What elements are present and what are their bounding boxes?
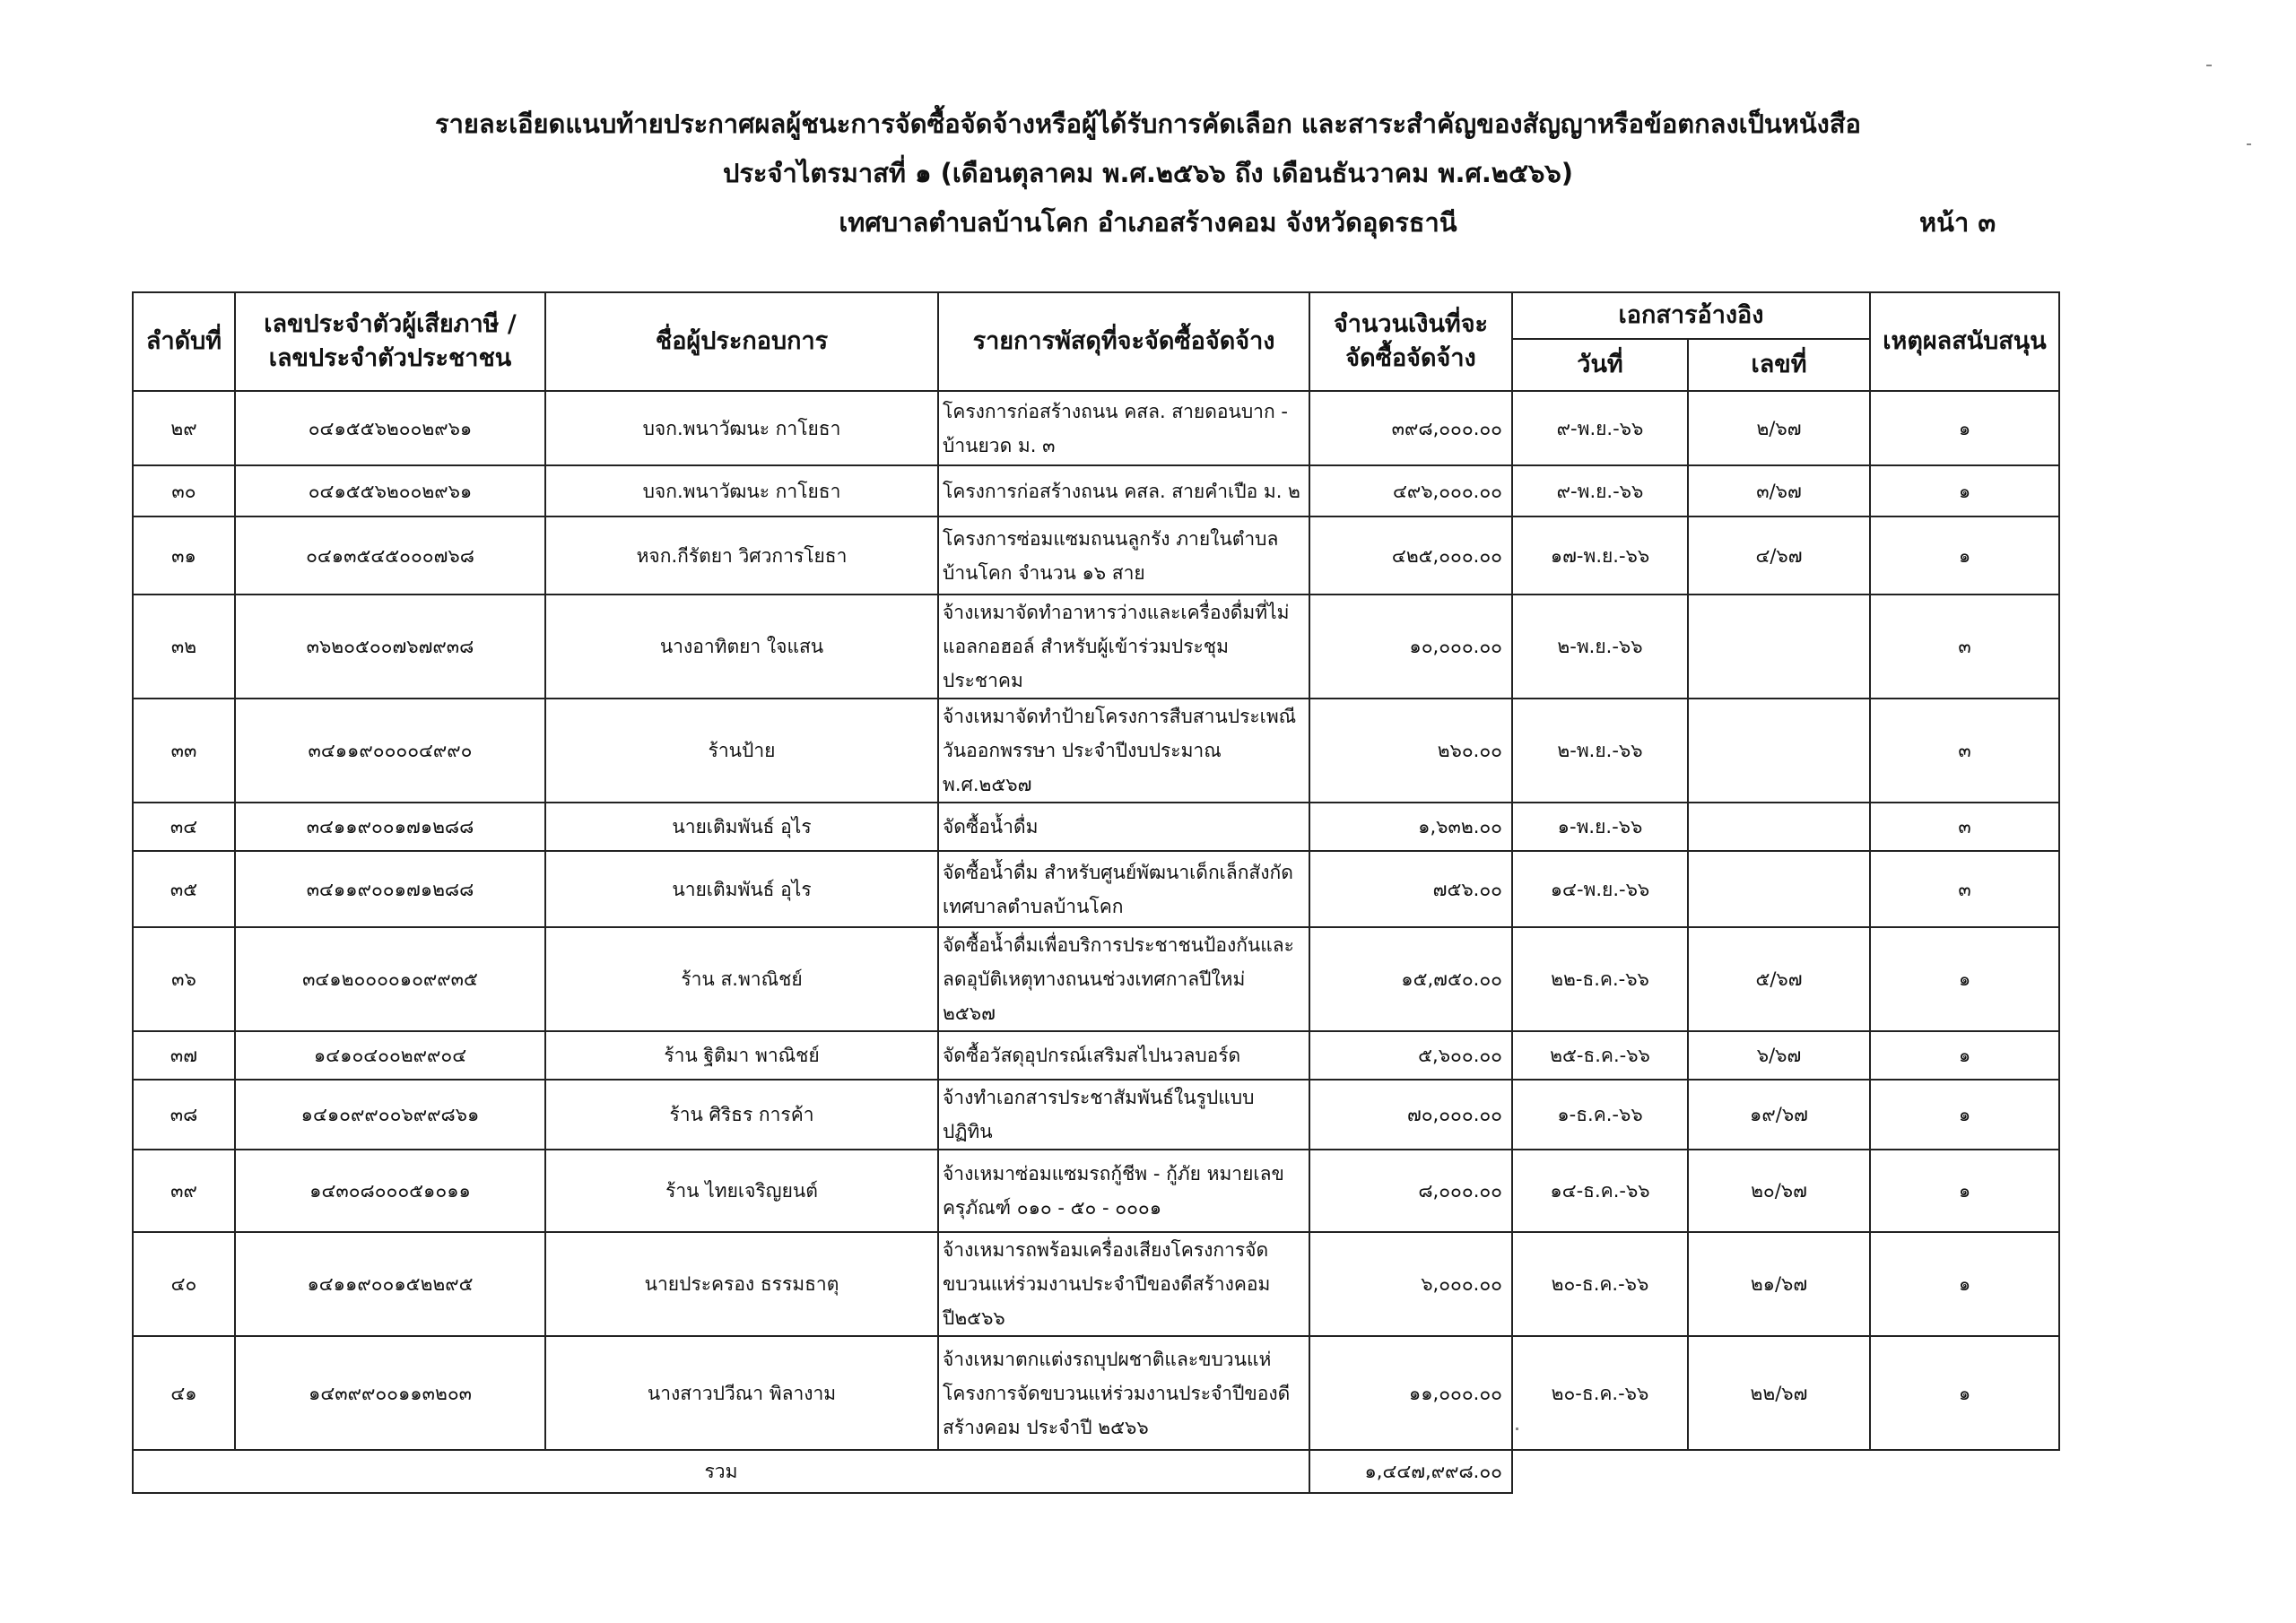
document-title: รายละเอียดแนบท้ายประกาศผลผู้ชนะการจัดซื้อจัดจ้างหรือผู้ได้รับการคัดเลือก และสาระสำคัญของสัญญาหรือข้อตกลงเป็นหนังสือ	[435, 108, 1861, 139]
header-taxid-line1: เลขประจำตัวผู้เสียภาษี /	[264, 310, 517, 338]
cell-reason: ๓	[1870, 699, 2059, 803]
cell-date: ๒-พ.ย.-๖๖	[1512, 595, 1688, 699]
procurement-table	[132, 291, 2060, 1494]
cell-amount: ๗๕๖.๐๐	[1309, 851, 1512, 927]
table-row	[133, 595, 2059, 699]
cell-vendor: ร้าน ศิริธร การค้า	[545, 1080, 938, 1150]
cell-item: จ้างทำเอกสารประชาสัมพันธ์ในรูปแบบปฏิทิน	[938, 1080, 1309, 1150]
table-row	[133, 803, 2059, 851]
cell-docno	[1688, 851, 1870, 927]
cell-reason: ๓	[1870, 851, 2059, 927]
cell-taxid: ๑๔๓๐๘๐๐๐๕๑๐๑๑	[235, 1150, 545, 1232]
cell-amount: ๔๒๕,๐๐๐.๐๐	[1309, 516, 1512, 595]
header-ref-date: วันที่	[1512, 339, 1688, 391]
scan-speck	[2247, 143, 2251, 145]
cell-item: จ้างเหมาจัดทำอาหารว่างและเครื่องดื่มที่ไม่แอลกอฮอล์ สำหรับผู้เข้าร่วมประชุมประชาคม	[938, 595, 1309, 699]
cell-date: ๑-พ.ย.-๖๖	[1512, 803, 1688, 851]
cell-order: ๓๗	[133, 1031, 235, 1080]
cell-amount: ๓๙๘,๐๐๐.๐๐	[1309, 391, 1512, 465]
cell-taxid: ๓๔๑๑๙๐๐๑๗๑๒๘๘	[235, 851, 545, 927]
cell-taxid: ๑๔๑๑๙๐๐๑๕๒๒๙๕	[235, 1232, 545, 1336]
cell-vendor: บจก.พนาวัฒนะ กาโยธา	[545, 465, 938, 516]
cell-amount: ๗๐,๐๐๐.๐๐	[1309, 1080, 1512, 1150]
cell-date: ๒๐-ธ.ค.-๖๖	[1512, 1232, 1688, 1336]
cell-order: ๔๑	[133, 1336, 235, 1450]
cell-docno: ๒๐/๖๗	[1688, 1150, 1870, 1232]
cell-docno	[1688, 699, 1870, 803]
cell-docno: ๑๙/๖๗	[1688, 1080, 1870, 1150]
cell-taxid: ๑๔๑๐๙๙๐๐๖๙๙๘๖๑	[235, 1080, 545, 1150]
table-row	[133, 1232, 2059, 1336]
cell-item: โครงการก่อสร้างถนน คสล. สายดอนบาก - บ้านยวด ม. ๓	[938, 391, 1309, 465]
cell-docno: ๓/๖๗	[1688, 465, 1870, 516]
cell-reason: ๑	[1870, 516, 2059, 595]
header-item: รายการพัสดุที่จะจัดซื้อจัดจ้าง	[938, 292, 1309, 391]
cell-vendor: นางอาทิตยา ใจแสน	[545, 595, 938, 699]
page-number: หน้า ๓	[1919, 207, 1996, 238]
table-row	[133, 465, 2059, 516]
cell-reason: ๓	[1870, 803, 2059, 851]
cell-taxid: ๓๖๒๐๕๐๐๗๖๗๙๓๘	[235, 595, 545, 699]
cell-order: ๓๙	[133, 1150, 235, 1232]
cell-docno: ๕/๖๗	[1688, 927, 1870, 1031]
cell-vendor: หจก.กีรัตยา วิศวการโยธา	[545, 516, 938, 595]
document-period: ประจำไตรมาสที่ ๑ (เดือนตุลาคม พ.ศ.๒๕๖๖ ถึง เดือนธันวาคม พ.ศ.๒๕๖๖)	[722, 158, 1574, 188]
header-amount-line2: จัดซื้อจัดจ้าง	[1345, 344, 1476, 372]
cell-vendor: ร้าน ไทยเจริญยนต์	[545, 1150, 938, 1232]
cell-reason: ๑	[1870, 1232, 2059, 1336]
table-row	[133, 1080, 2059, 1150]
cell-amount: ๑๑,๐๐๐.๐๐	[1309, 1336, 1512, 1450]
header-amount	[1309, 292, 1512, 391]
cell-order: ๓๒	[133, 595, 235, 699]
header-amount-line1: จำนวนเงินที่จะ	[1333, 310, 1489, 338]
cell-vendor: ร้านป้าย	[545, 699, 938, 803]
cell-item: จ้างเหมาตกแต่งรถบุปผชาติและขบวนแห่โครงการจัดขบวนแห่ร่วมงานประจำปีของดีสร้างคอม ประจำปี ๒๕๖๖	[938, 1336, 1309, 1450]
cell-docno: ๒๒/๖๗	[1688, 1336, 1870, 1450]
cell-amount: ๖,๐๐๐.๐๐	[1309, 1232, 1512, 1336]
cell-taxid: ๑๔๓๙๙๐๐๑๑๓๒๐๓	[235, 1336, 545, 1450]
cell-docno	[1688, 595, 1870, 699]
cell-order: ๓๑	[133, 516, 235, 595]
cell-order: ๓๐	[133, 465, 235, 516]
cell-reason: ๑	[1870, 1031, 2059, 1080]
cell-taxid: ๐๔๑๓๕๔๕๐๐๐๗๖๘	[235, 516, 545, 595]
total-label: รวม	[133, 1450, 1309, 1493]
header-ref: เอกสารอ้างอิง	[1512, 292, 1870, 339]
table-row	[133, 927, 2059, 1031]
cell-item: จัดซื้อน้ำดื่ม	[938, 803, 1309, 851]
total-row	[133, 1450, 2059, 1493]
cell-order: ๓๕	[133, 851, 235, 927]
cell-item: โครงการซ่อมแซมถนนลูกรัง ภายในตำบลบ้านโคก จำนวน ๑๖ สาย	[938, 516, 1309, 595]
cell-item: จัดซื้อน้ำดื่ม สำหรับศูนย์พัฒนาเด็กเล็กสังกัดเทศบาลตำบลบ้านโคก	[938, 851, 1309, 927]
cell-order: ๓๘	[133, 1080, 235, 1150]
cell-date: ๑๔-พ.ย.-๖๖	[1512, 851, 1688, 927]
cell-vendor: นายเติมพันธ์ อุไร	[545, 851, 938, 927]
cell-date: ๒๕-ธ.ค.-๖๖	[1512, 1031, 1688, 1080]
cell-order: ๓๓	[133, 699, 235, 803]
cell-date: ๙-พ.ย.-๖๖	[1512, 391, 1688, 465]
cell-taxid: ๐๔๑๕๕๖๒๐๐๒๙๖๑	[235, 391, 545, 465]
cell-reason: ๑	[1870, 1336, 2059, 1450]
cell-taxid: ๓๔๑๑๙๐๐๑๗๑๒๘๘	[235, 803, 545, 851]
cell-date: ๑๔-ธ.ค.-๖๖	[1512, 1150, 1688, 1232]
total-amount: ๑,๔๔๗,๙๙๘.๐๐	[1309, 1450, 1512, 1493]
cell-vendor: ร้าน ฐิติมา พาณิชย์	[545, 1031, 938, 1080]
table-row	[133, 1031, 2059, 1080]
scan-speck	[1516, 1428, 1518, 1430]
cell-date: ๙-พ.ย.-๖๖	[1512, 465, 1688, 516]
cell-amount: ๒๖๐.๐๐	[1309, 699, 1512, 803]
cell-item: จ้างเหมาจัดทำป้ายโครงการสืบสานประเพณีวันออกพรรษา ประจำปีงบประมาณ พ.ศ.๒๕๖๗	[938, 699, 1309, 803]
cell-taxid: ๑๔๑๐๔๐๐๒๙๙๐๔	[235, 1031, 545, 1080]
header-taxid	[235, 292, 545, 391]
cell-docno: ๒๑/๖๗	[1688, 1232, 1870, 1336]
cell-vendor: นายประครอง ธรรมธาตุ	[545, 1232, 938, 1336]
document-agency: เทศบาลตำบลบ้านโคก อำเภอสร้างคอม จังหวัดอุดรธานี	[839, 207, 1457, 238]
table-row	[133, 699, 2059, 803]
cell-amount: ๑๐,๐๐๐.๐๐	[1309, 595, 1512, 699]
table-row	[133, 1336, 2059, 1450]
cell-vendor: ร้าน ส.พาณิชย์	[545, 927, 938, 1031]
table-row	[133, 391, 2059, 465]
cell-docno: ๒/๖๗	[1688, 391, 1870, 465]
cell-amount: ๑๕,๗๕๐.๐๐	[1309, 927, 1512, 1031]
scan-speck	[2206, 65, 2212, 66]
cell-reason: ๑	[1870, 927, 2059, 1031]
cell-reason: ๓	[1870, 595, 2059, 699]
cell-order: ๓๔	[133, 803, 235, 851]
table-row	[133, 516, 2059, 595]
cell-vendor: นางสาวปวีณา พิลางาม	[545, 1336, 938, 1450]
cell-docno: ๔/๖๗	[1688, 516, 1870, 595]
cell-amount: ๕,๖๐๐.๐๐	[1309, 1031, 1512, 1080]
cell-date: ๒-พ.ย.-๖๖	[1512, 699, 1688, 803]
blank-cell	[1512, 1450, 2059, 1493]
header-vendor: ชื่อผู้ประกอบการ	[545, 292, 938, 391]
cell-amount: ๘,๐๐๐.๐๐	[1309, 1150, 1512, 1232]
cell-item: จัดซื้อน้ำดื่มเพื่อบริการประชาชนป้องกันและลดอุบัติเหตุทางถนนช่วงเทศกาลปีใหม่ ๒๕๖๗	[938, 927, 1309, 1031]
header-order: ลำดับที่	[133, 292, 235, 391]
cell-order: ๓๖	[133, 927, 235, 1031]
cell-date: ๑๗-พ.ย.-๖๖	[1512, 516, 1688, 595]
header-ref-no: เลขที่	[1688, 339, 1870, 391]
cell-order: ๔๐	[133, 1232, 235, 1336]
cell-reason: ๑	[1870, 391, 2059, 465]
cell-reason: ๑	[1870, 1080, 2059, 1150]
header-taxid-line2: เลขประจำตัวประชาชน	[268, 344, 512, 372]
table-row	[133, 1150, 2059, 1232]
cell-date: ๒๐-ธ.ค.-๖๖	[1512, 1336, 1688, 1450]
cell-item: โครงการก่อสร้างถนน คสล. สายคำเปือ ม. ๒	[938, 465, 1309, 516]
cell-docno	[1688, 803, 1870, 851]
cell-item: จ้างเหมาซ่อมแซมรถกู้ชีพ - กู้ภัย หมายเลขครุภัณฑ์ ๐๑๐ - ๕๐ - ๐๐๐๑	[938, 1150, 1309, 1232]
cell-reason: ๑	[1870, 465, 2059, 516]
table-row	[133, 851, 2059, 927]
cell-date: ๑-ธ.ค.-๖๖	[1512, 1080, 1688, 1150]
cell-vendor: บจก.พนาวัฒนะ กาโยธา	[545, 391, 938, 465]
cell-docno: ๖/๖๗	[1688, 1031, 1870, 1080]
cell-vendor: นายเติมพันธ์ อุไร	[545, 803, 938, 851]
cell-item: จ้างเหมารถพร้อมเครื่องเสียงโครงการจัดขบวนแห่ร่วมงานประจำปีของดีสร้างคอม ปี๒๕๖๖	[938, 1232, 1309, 1336]
cell-date: ๒๒-ธ.ค.-๖๖	[1512, 927, 1688, 1031]
cell-order: ๒๙	[133, 391, 235, 465]
cell-taxid: ๓๔๑๑๙๐๐๐๐๔๙๙๐	[235, 699, 545, 803]
cell-amount: ๔๙๖,๐๐๐.๐๐	[1309, 465, 1512, 516]
cell-item: จัดซื้อวัสดุอุปกรณ์เสริมสไปนวลบอร์ด	[938, 1031, 1309, 1080]
cell-taxid: ๐๔๑๕๕๖๒๐๐๒๙๖๑	[235, 465, 545, 516]
cell-amount: ๑,๖๓๒.๐๐	[1309, 803, 1512, 851]
header-reason: เหตุผลสนับสนุน	[1870, 292, 2059, 391]
cell-reason: ๑	[1870, 1150, 2059, 1232]
cell-taxid: ๓๔๑๒๐๐๐๐๑๐๙๙๓๕	[235, 927, 545, 1031]
